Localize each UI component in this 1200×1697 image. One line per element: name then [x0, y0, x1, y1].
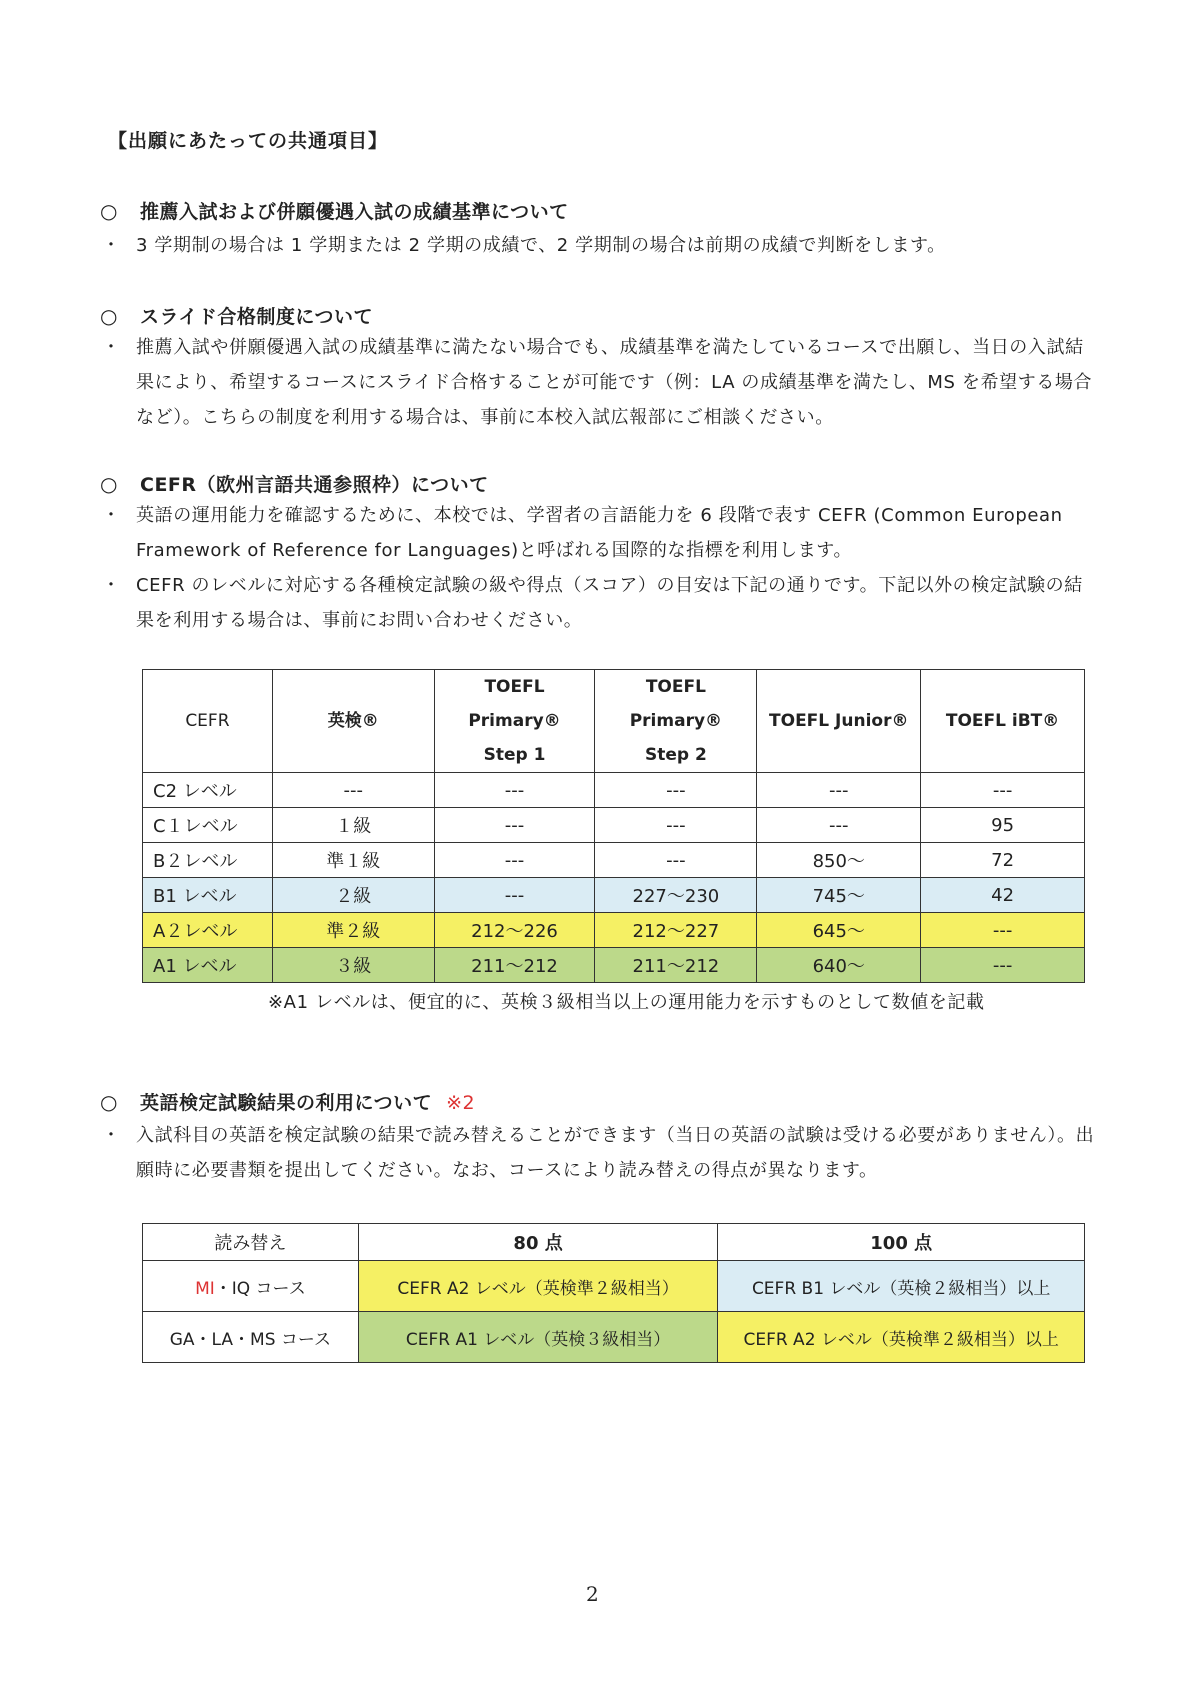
table-row	[143, 773, 1085, 808]
table-cell: 95	[921, 808, 1085, 843]
table-cell: 42	[921, 878, 1085, 913]
section-title-cefr	[100, 470, 489, 497]
table-cell: 745～	[757, 878, 921, 913]
table-row	[143, 843, 1085, 878]
table-cell: ---	[921, 948, 1085, 983]
table-cell: ２級	[272, 878, 434, 913]
section-title-slide-pass	[100, 302, 373, 329]
table-cell: ---	[595, 843, 757, 878]
table-cell: 準１級	[272, 843, 434, 878]
section-title-text: CEFR（欧州言語共通参照枠）について	[140, 474, 489, 496]
circle-marker-icon: ○	[100, 1090, 118, 1114]
col-header-toefl-junior: TOEFL Junior®	[757, 670, 921, 773]
table-cell: ---	[757, 773, 921, 808]
table-cell: ---	[595, 773, 757, 808]
section-title-grade-criteria	[100, 197, 569, 224]
footnote-reference: ※2	[446, 1092, 476, 1114]
col-header-conversion: 読み替え	[143, 1224, 359, 1261]
course-cell: GA・LA・MS コース	[143, 1312, 359, 1363]
bullet-item	[100, 498, 1100, 568]
section-title-text: 英語検定試験結果の利用について	[140, 1092, 433, 1114]
section-title-english-test	[100, 1088, 475, 1115]
table-cell: 72	[921, 843, 1085, 878]
course-cell: MI・IQ コース	[143, 1261, 359, 1312]
table-cell: ---	[434, 843, 595, 878]
table-cell: 850～	[757, 843, 921, 878]
table-footnote: ※A1 レベルは、便宜的に、英検３級相当以上の運用能力を示すものとして数値を記載	[268, 992, 985, 1013]
table-cell: １級	[272, 808, 434, 843]
table-cell: 212～226	[434, 913, 595, 948]
table-cell: ３級	[272, 948, 434, 983]
bullet-item	[100, 228, 1100, 263]
col-header-toefl-primary-1: TOEFL Primary® Step 1	[434, 670, 595, 773]
bullet-text: 英語の運用能力を確認するために、本校では、学習者の言語能力を 6 段階で表す CEFR (Common European Framework of Reference for Languages)と呼ばれる国際的な指標を利用します。	[136, 505, 1063, 561]
table-cell: 211～212	[595, 948, 757, 983]
table-cell: B1 レベル	[143, 878, 273, 913]
circle-marker-icon: ○	[100, 199, 118, 223]
table-header-row	[143, 1224, 1085, 1261]
table-cell: 211～212	[434, 948, 595, 983]
col-header-80-points: 80 点	[358, 1224, 718, 1261]
bullet-text: 入試科目の英語を検定試験の結果で読み替えることができます（当日の英語の試験は受ける必要がありません）。出願時に必要書類を提出してください。なお、コースにより読み替えの得点が異なります。	[136, 1125, 1095, 1181]
table-cell: ---	[921, 913, 1085, 948]
page-heading: 【出願にあたっての共通項目】	[108, 130, 389, 152]
table-cell: ---	[434, 878, 595, 913]
section-title-text: スライド合格制度について	[140, 306, 374, 328]
table-cell: B２レベル	[143, 843, 273, 878]
col-header-eiken: 英検®	[272, 670, 434, 773]
table-cell: A２レベル	[143, 913, 273, 948]
table-cell: A1 レベル	[143, 948, 273, 983]
cefr-comparison-table	[142, 669, 1085, 983]
table-cell: 227～230	[595, 878, 757, 913]
table-cell: CEFR B1 レベル（英検２級相当）以上	[718, 1261, 1085, 1312]
table-row	[143, 878, 1085, 913]
bullet-dot-icon: ・	[102, 575, 121, 596]
table-cell: ---	[434, 773, 595, 808]
circle-marker-icon: ○	[100, 304, 118, 328]
table-header-row	[143, 670, 1085, 773]
table-cell: C2 レベル	[143, 773, 273, 808]
table-cell: 645～	[757, 913, 921, 948]
score-conversion-table	[142, 1223, 1085, 1363]
table-cell: CEFR A2 レベル（英検準２級相当）	[358, 1261, 718, 1312]
bullet-text: 3 学期制の場合は 1 学期または 2 学期の成績で、2 学期制の場合は前期の成績で判断をします。	[136, 235, 946, 256]
bullet-item	[100, 568, 1100, 638]
section-title-text: 推薦入試および併願優遇入試の成績基準について	[140, 201, 569, 223]
table-cell: CEFR A1 レベル（英検３級相当）	[358, 1312, 718, 1363]
bullet-item	[100, 1118, 1100, 1188]
table-row	[143, 808, 1085, 843]
table-cell: ---	[595, 808, 757, 843]
table-cell: CEFR A2 レベル（英検準２級相当）以上	[718, 1312, 1085, 1363]
bullet-dot-icon: ・	[102, 337, 121, 358]
table-row	[143, 1312, 1085, 1363]
page-number: 2	[586, 1582, 599, 1606]
table-cell: 640～	[757, 948, 921, 983]
circle-marker-icon: ○	[100, 472, 118, 496]
table-row	[143, 948, 1085, 983]
table-cell: 212～227	[595, 913, 757, 948]
col-header-cefr: CEFR	[143, 670, 273, 773]
table-cell: 準２級	[272, 913, 434, 948]
table-row	[143, 913, 1085, 948]
table-cell: ---	[272, 773, 434, 808]
table-cell: ---	[434, 808, 595, 843]
table-row	[143, 1261, 1085, 1312]
bullet-dot-icon: ・	[102, 1125, 121, 1146]
table-cell: ---	[921, 773, 1085, 808]
bullet-text: CEFR のレベルに対応する各種検定試験の級や得点（スコア）の目安は下記の通りです。下記以外の検定試験の結果を利用する場合は、事前にお問い合わせください。	[136, 575, 1083, 631]
col-header-toefl-ibt: TOEFL iBT®	[921, 670, 1085, 773]
bullet-dot-icon: ・	[102, 235, 121, 256]
col-header-100-points: 100 点	[718, 1224, 1085, 1261]
bullet-dot-icon: ・	[102, 505, 121, 526]
bullet-text: 推薦入試や併願優遇入試の成績基準に満たない場合でも、成績基準を満たしているコースで出願し、当日の入試結果により、希望するコースにスライド合格することが可能です（例：LA の成績基準を満たし、MS を希望する場合など）。こちらの制度を利用する場合は、事前に本校入試広報部にご相談ください。	[136, 337, 1093, 428]
table-cell: ---	[757, 808, 921, 843]
col-header-toefl-primary-2: TOEFL Primary® Step 2	[595, 670, 757, 773]
table-cell: C１レベル	[143, 808, 273, 843]
bullet-item	[100, 330, 1100, 435]
